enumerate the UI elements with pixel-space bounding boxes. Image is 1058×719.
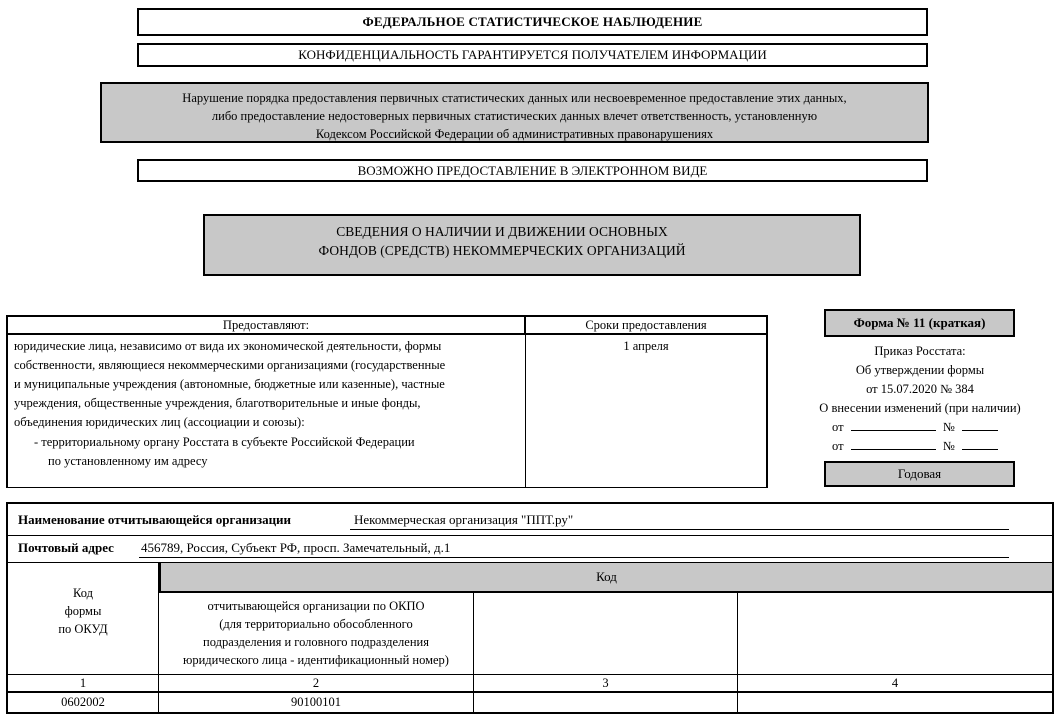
col-number-2: 2 <box>312 675 320 690</box>
okud-header-cell <box>8 584 158 638</box>
warning-line: либо предоставление недостоверных первичных статистических данных влечет ответственность, установленную <box>211 109 818 123</box>
okud-header-line: по ОКУД <box>58 622 108 636</box>
code-header: Код <box>596 569 617 584</box>
address-label: Почтовый адрес <box>18 540 114 555</box>
amendment-date-field[interactable] <box>851 418 936 431</box>
deadline-cell <box>526 339 766 354</box>
col-number-1: 1 <box>79 675 87 690</box>
submitters-line: юридические лица, независимо от вида их экономической деятельности, формы <box>14 339 442 353</box>
address-value[interactable]: 456789, Россия, Субъект РФ, просп. Замечательный, д.1 <box>141 540 451 555</box>
amendment-number-field[interactable] <box>962 418 998 431</box>
report-title-line: СВЕДЕНИЯ О НАЛИЧИИ И ДВИЖЕНИИ ОСНОВНЫХ <box>336 224 668 239</box>
org-divider <box>8 535 1052 536</box>
org-name-label: Наименование отчитывающейся организации <box>18 512 292 527</box>
order-line: О внесении изменений (при наличии) <box>819 401 1021 415</box>
order-line: от 15.07.2020 № 384 <box>866 382 974 396</box>
org-name-underline <box>350 529 1009 530</box>
amendment-date-field[interactable] <box>851 437 936 450</box>
warning-line: Нарушение порядка предоставления первичных статистических данных или несвоевременное предоставление этих данных, <box>182 91 847 105</box>
amendment-ot-label: от <box>832 439 844 453</box>
submit-table <box>6 315 768 488</box>
amendment-ot-label: от <box>832 420 844 434</box>
okpo-header-line: (для территориально обособленного <box>219 617 413 631</box>
amendment-row-1 <box>832 418 1022 435</box>
okpo-header-line: юридического лица - идентификационный номер) <box>183 653 449 667</box>
survey-title: ФЕДЕРАЛЬНОЕ СТАТИСТИЧЕСКОЕ НАБЛЮДЕНИЕ <box>362 14 703 29</box>
submitters-line: учреждения, общественные учреждения, благотворительные и иные фонды, <box>14 396 421 410</box>
address-underline <box>139 557 1009 558</box>
period-value: Годовая <box>897 466 942 481</box>
confidentiality-box <box>137 43 928 67</box>
okpo-header-line: подразделения и головного подразделения <box>203 635 429 649</box>
org-name-value[interactable]: Некоммерческая организация "ППТ.ру" <box>354 512 574 527</box>
amendment-num-label: № <box>942 420 955 434</box>
submit-col2-header: Сроки предоставления <box>526 317 766 335</box>
warning-box <box>100 82 929 143</box>
col-number-3: 3 <box>602 675 609 690</box>
okpo-header-line: отчитывающейся организации по ОКПО <box>207 599 425 613</box>
electronic-box <box>137 159 928 182</box>
survey-title-box <box>137 8 928 36</box>
amendment-num-label: № <box>942 439 955 453</box>
deadline-value: 1 апреля <box>623 339 669 353</box>
submitters-line: по установленному им адресу <box>48 454 208 468</box>
submitters-line: и муниципальные учреждения (автономные, бюджетные или казенные), частные <box>14 377 445 391</box>
col-number-4: 4 <box>891 675 899 690</box>
code-col4-value[interactable] <box>738 693 1052 712</box>
order-line: Об утверждении формы <box>855 363 985 377</box>
order-line: Приказ Росстата: <box>874 344 966 358</box>
submitters-line: собственности, являющиеся некоммерческими организациями (государственные <box>14 358 446 372</box>
electronic-text: ВОЗМОЖНО ПРЕДОСТАВЛЕНИЕ В ЭЛЕКТРОННОМ ВИДЕ <box>357 162 708 178</box>
amendment-row-2 <box>832 437 1022 454</box>
warning-line: Кодексом Российской Федерации об административных правонарушениях <box>315 127 714 141</box>
okud-header-line: формы <box>64 604 102 618</box>
code-col3-value[interactable] <box>474 693 737 712</box>
okud-value[interactable]: 0602002 <box>61 695 105 709</box>
code-header-cell <box>159 563 1052 593</box>
period-box <box>824 461 1015 487</box>
form-number: Форма № 11 (краткая) <box>853 315 986 330</box>
okpo-header-cell <box>159 597 473 669</box>
submit-col-divider <box>525 335 526 488</box>
okpo-value[interactable]: 90100101 <box>291 695 341 709</box>
submit-col1-header: Предоставляют: <box>8 317 526 335</box>
form-number-box <box>824 309 1015 337</box>
report-title-box <box>203 214 861 276</box>
report-title-line: ФОНДОВ (СРЕДСТВ) НЕКОММЕРЧЕСКИХ ОРГАНИЗАЦИЙ <box>318 243 686 258</box>
order-info <box>800 342 1040 418</box>
confidentiality-text: КОНФИДЕНЦИАЛЬНОСТЬ ГАРАНТИРУЕТСЯ ПОЛУЧАТЕЛЕМ ИНФОРМАЦИИ <box>298 47 767 62</box>
okud-header-line: Код <box>73 586 93 600</box>
submitters-line: - территориальному органу Росстата в субъекте Российской Федерации <box>34 435 415 449</box>
amendment-number-field[interactable] <box>962 437 998 450</box>
submitters-line: объединения юридических лиц (ассоциации и союзы): <box>14 415 305 429</box>
